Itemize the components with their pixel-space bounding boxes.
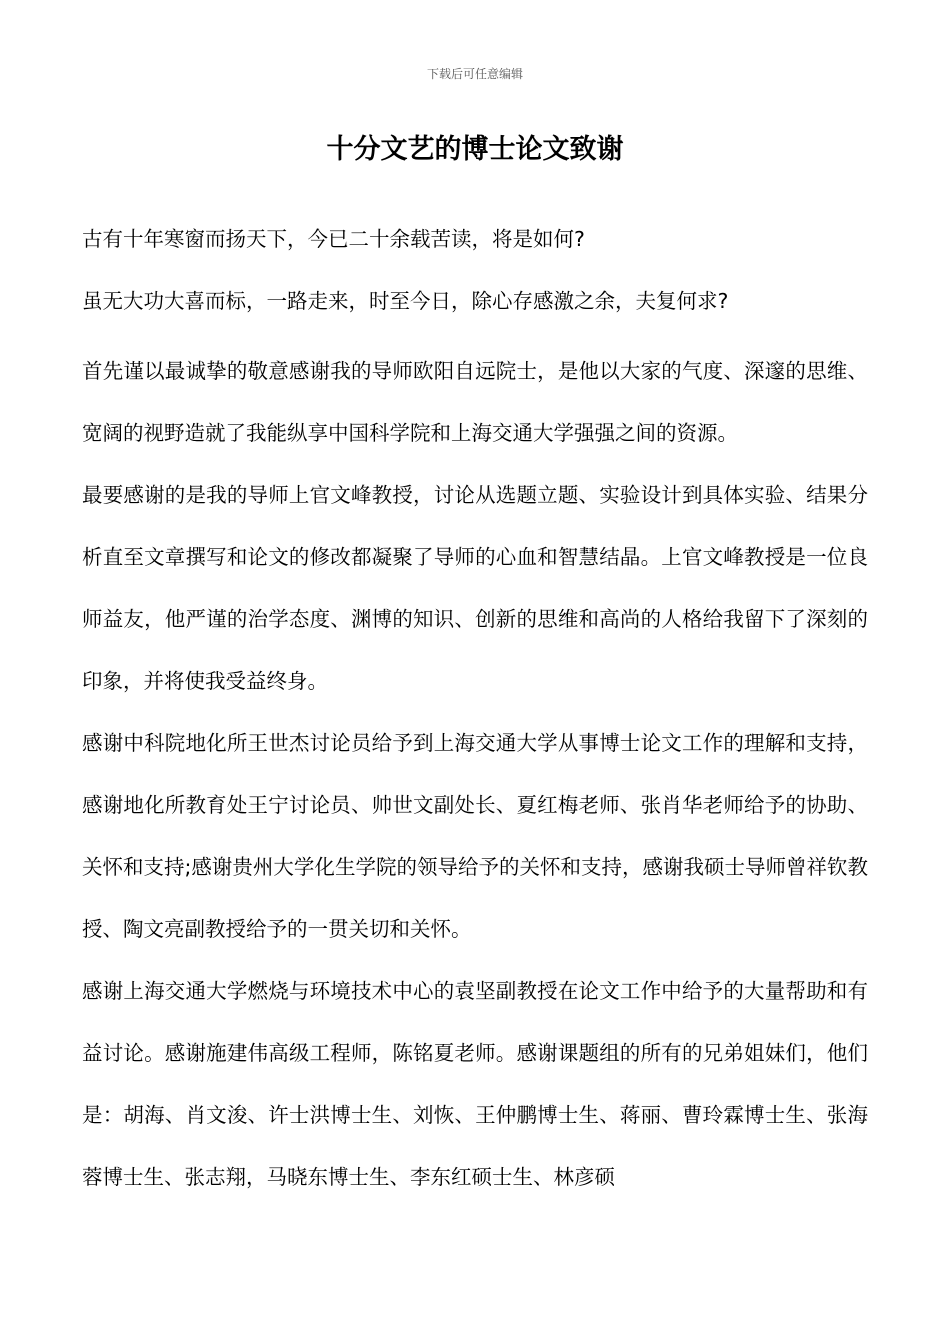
paragraph-3: 首先谨以最诚挚的敬意感谢我的导师欧阳自远院士，是他以大家的气度、深邃的思维、宽阔的视野造就了我能纵享中国科学院和上海交通大学强强之间的资源。 xyxy=(82,359,868,445)
paragraph-5: 感谢中科院地化所王世杰讨论员给予到上海交通大学从事博士论文工作的理解和支持，感谢地化所教育处王宁讨论员、帅世文副处长、夏红梅老师、张肖华老师给予的协助、关怀和支持;感谢贵州大学化生学院的领导给予的关怀和支持，感谢我硕士导师曾祥钦教授、陶文亮副教授给予的一贯关切和关怀。 xyxy=(82,731,868,941)
paragraph-6: 感谢上海交通大学燃烧与环境技术中心的袁坚副教授在论文工作中给予的大量帮助和有益讨论。感谢施建伟高级工程师，陈铭夏老师。感谢课题组的所有的兄弟姐妹们，他们是：胡海、肖文浚、许士洪博士生、刘恢、王仲鹏博士生、蒋丽、曹玲霖博士生、张海蓉博士生、张志翔，马晓东博士生、李东红硕士生、林彦硕 xyxy=(82,979,868,1189)
paragraph-4: 最要感谢的是我的导师上官文峰教授，讨论从选题立题、实验设计到具体实验、结果分析直至文章撰写和论文的修改都凝聚了导师的心血和智慧结晶。上官文峰教授是一位良师益友，他严谨的治学态度、渊博的知识、创新的思维和高尚的人格给我留下了深刻的印象，并将使我受益终身。 xyxy=(82,483,868,693)
page-title: 十分文艺的博士论文致谢 xyxy=(326,134,624,165)
paragraph-1: 古有十年寒窗而扬天下，今已二十余载苦读，将是如何? xyxy=(82,227,585,251)
document-body xyxy=(82,222,868,1208)
header-note: 下载后可任意编辑 xyxy=(426,67,523,81)
paragraph-2: 虽无大功大喜而标，一路走来，时至今日，除心存感激之余，夫复何求? xyxy=(82,289,729,313)
